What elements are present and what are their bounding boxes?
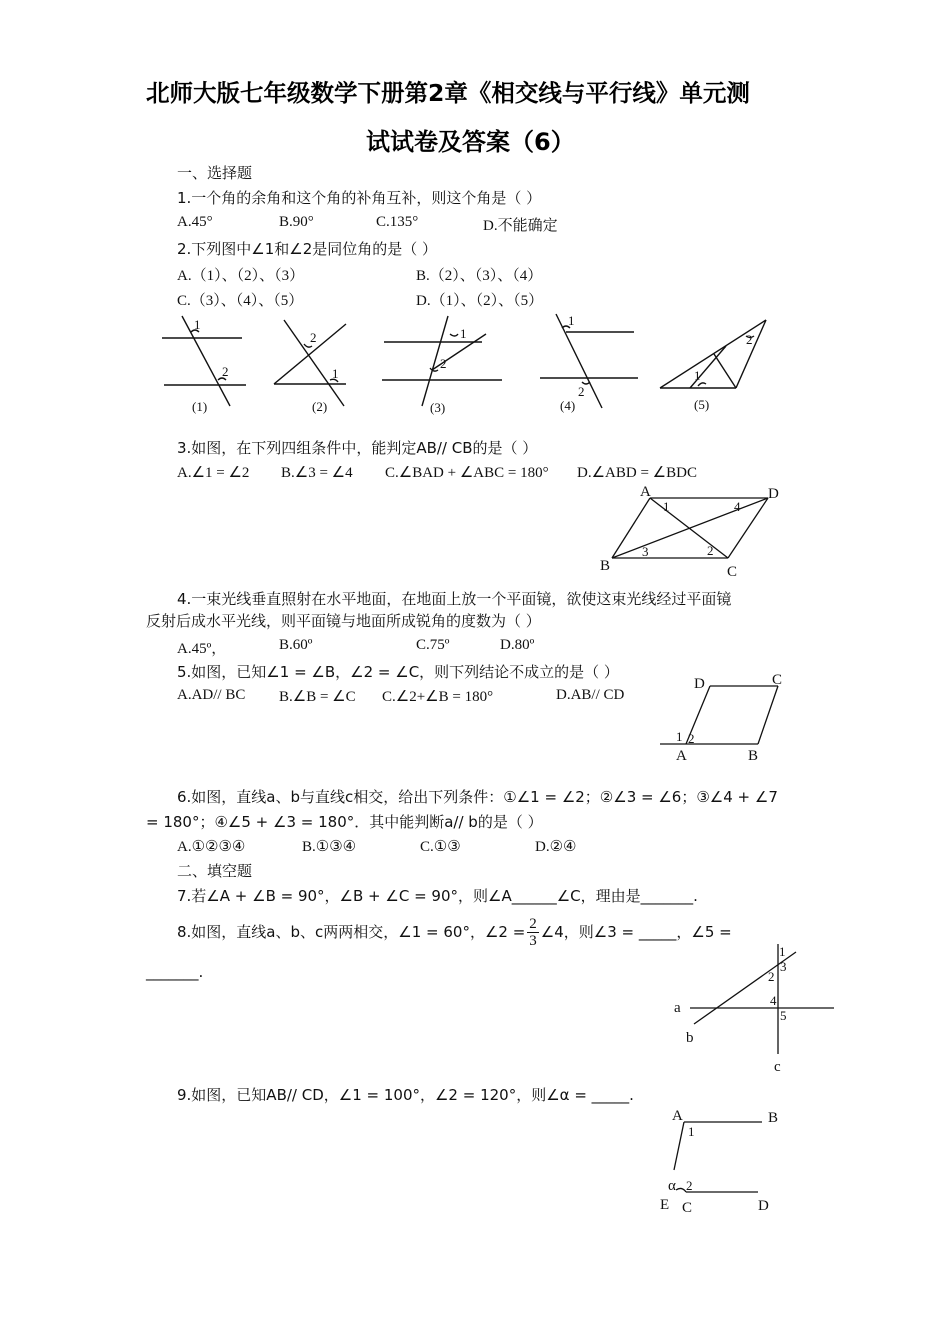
q3-point-b: B — [600, 558, 611, 574]
q3-option-d: D.∠ABD = ∠BDC — [577, 465, 697, 481]
q9-stem: 9.如图，已知AB// CD，∠1 = 100°，∠2 = 120°，则∠α = _____. — [177, 1086, 634, 1104]
q5-angle-1: 1 — [676, 729, 683, 744]
q4-option-c: C.75º — [416, 637, 450, 653]
q2-option-a: A.（1）、（2）、（3） — [177, 268, 305, 284]
q4-stem-line-1: 4.一束光线垂直照射在水平地面，在地面上放一个平面镜，欲使这束光线经过平面镜 — [177, 590, 732, 608]
q2-fig5-angle-2: 2 — [746, 332, 753, 347]
q1-option-d: D.不能确定 — [483, 218, 558, 234]
q2-fig2-angle-2: 2 — [310, 330, 317, 345]
q5-point-b: B — [748, 748, 759, 764]
q5-option-b: B.∠B = ∠C — [279, 689, 356, 705]
q2-fig2-angle-1: 1 — [332, 366, 339, 381]
q6-stem-line-2: = 180°；④∠5 + ∠3 = 180°．其中能判断a// b的是（ ） — [146, 813, 543, 831]
q2-fig4-angle-1: 1 — [568, 313, 575, 328]
q2-figure-1 — [162, 316, 246, 406]
q1-stem: 1.一个角的余角和这个角的补角互补，则这个角是（ ） — [177, 189, 542, 207]
q3-angle-3: 3 — [642, 544, 649, 559]
q8-stem-line-2: _______. — [146, 963, 204, 981]
q9-point-c: C — [682, 1200, 693, 1216]
q6-option-d: D.②④ — [535, 839, 577, 855]
q1-option-a: A.45° — [177, 214, 213, 230]
q4-option-b: B.60º — [279, 637, 313, 653]
q3-option-b: B.∠3 = ∠4 — [281, 465, 353, 481]
q5-option-c: C.∠2+∠B = 180° — [382, 689, 494, 705]
q8-angle-2: 2 — [768, 969, 775, 984]
section-heading-choice: 一、选择题 — [177, 164, 253, 182]
q2-option-b: B.（2）、（3）、（4） — [416, 268, 543, 284]
q9-point-e: E — [660, 1197, 670, 1213]
q1-option-b: B.90° — [279, 214, 314, 230]
q8-line-b: b — [686, 1030, 694, 1046]
q8-line-c: c — [774, 1059, 781, 1075]
q5-option-d: D.AB// CD — [556, 687, 625, 703]
q8-stem-part-1: 8.如图，直线a、b、c两两相交，∠1 = 60°，∠2 = — [177, 923, 526, 941]
q8-fraction-numerator: 2 — [529, 915, 537, 932]
q8-angle-3: 3 — [780, 959, 787, 974]
q9-angle-2: 2 — [686, 1178, 693, 1193]
q3-point-d: D — [768, 486, 779, 502]
q5-point-a: A — [676, 748, 687, 764]
q9-angle-alpha: α — [668, 1178, 676, 1194]
q2-figures — [150, 310, 790, 420]
q8-stem-part-2: ∠4，则∠3 = _____，∠5 = — [540, 923, 732, 941]
q4-option-a: A.45º， — [177, 641, 227, 657]
q2-fig4-angle-2: 2 — [578, 384, 585, 399]
q8-fraction — [527, 916, 539, 949]
q5-option-a: A.AD// BC — [177, 687, 246, 703]
q9-point-d: D — [758, 1198, 769, 1214]
q6-option-b: B.①③④ — [302, 839, 357, 855]
page-title-line-1: 北师大版七年级数学下册第2章《相交线与平行线》单元测 — [146, 79, 750, 107]
q3-angle-4: 4 — [734, 499, 741, 514]
q2-stem: 2.下列图中∠1和∠2是同位角的是（ ） — [177, 240, 438, 258]
q5-angle-2: 2 — [688, 731, 695, 746]
q2-fig5-angle-1: 1 — [694, 368, 701, 383]
q1-option-c: C.135° — [376, 214, 419, 230]
q3-point-c: C — [727, 564, 738, 580]
q2-figure-label-2: (2) — [312, 399, 328, 414]
q3-point-a: A — [640, 484, 651, 500]
q6-stem-line-1: 6.如图，直线a、b与直线c相交，给出下列条件：①∠1 = ∠2；②∠3 = ∠6；③∠4 + ∠7 — [177, 788, 778, 806]
q6-option-a: A.①②③④ — [177, 839, 246, 855]
q5-point-c: C — [772, 672, 783, 688]
q8-angle-5: 5 — [780, 1008, 787, 1023]
section-heading-fill: 二、填空题 — [177, 862, 253, 880]
q2-fig1-angle-1: 1 — [194, 317, 201, 332]
q5-point-d: D — [694, 676, 705, 692]
q2-option-d: D.（1）、（2）、（5） — [416, 293, 544, 309]
q2-figure-label-5: (5) — [694, 397, 710, 412]
q2-figure-label-3: (3) — [430, 400, 446, 415]
q3-angle-1: 1 — [663, 499, 670, 514]
q5-figure — [654, 670, 794, 768]
q2-fig3-angle-1: 1 — [460, 326, 467, 341]
q8-figure — [668, 940, 838, 1078]
q3-angle-2: 2 — [707, 543, 714, 558]
q4-stem-line-2: 反射后成水平光线，则平面镜与地面所成锐角的度数为（ ） — [146, 612, 541, 630]
q4-option-d: D.80º — [500, 637, 535, 653]
q2-figure-label-1: (1) — [192, 399, 208, 414]
q3-option-a: A.∠1 = ∠2 — [177, 465, 250, 481]
q2-fig3-angle-2: 2 — [440, 356, 447, 371]
q8-angle-1: 1 — [779, 944, 786, 959]
q3-stem: 3.如图，在下列四组条件中，能判定AB// CB的是（ ） — [177, 439, 538, 457]
q9-angle-1: 1 — [688, 1124, 695, 1139]
q8-fraction-denominator: 3 — [529, 932, 537, 949]
page-title-line-2: 试试卷及答案（6） — [366, 128, 575, 156]
q2-option-c: C.（3）、（4）、（5） — [177, 293, 304, 309]
q2-figure-4 — [540, 314, 638, 408]
q3-figure — [596, 482, 786, 578]
q6-option-c: C.①③ — [420, 839, 461, 855]
q2-figure-5 — [660, 320, 766, 388]
q8-stem — [177, 912, 732, 952]
q2-figure-label-4: (4) — [560, 398, 576, 413]
q2-fig1-angle-2: 2 — [222, 364, 229, 379]
q9-point-a: A — [672, 1108, 683, 1124]
q7-stem: 7.若∠A + ∠B = 90°，∠B + ∠C = 90°，则∠A______∠C，理由是_______. — [177, 887, 698, 905]
q9-point-b: B — [768, 1110, 779, 1126]
q5-stem: 5.如图，已知∠1 = ∠B，∠2 = ∠C，则下列结论不成立的是（ ） — [177, 663, 619, 681]
q3-option-c: C.∠BAD + ∠ABC = 180° — [385, 465, 549, 481]
q8-angle-4: 4 — [770, 993, 777, 1008]
q8-line-a: a — [674, 1000, 681, 1016]
q9-figure — [654, 1102, 794, 1218]
